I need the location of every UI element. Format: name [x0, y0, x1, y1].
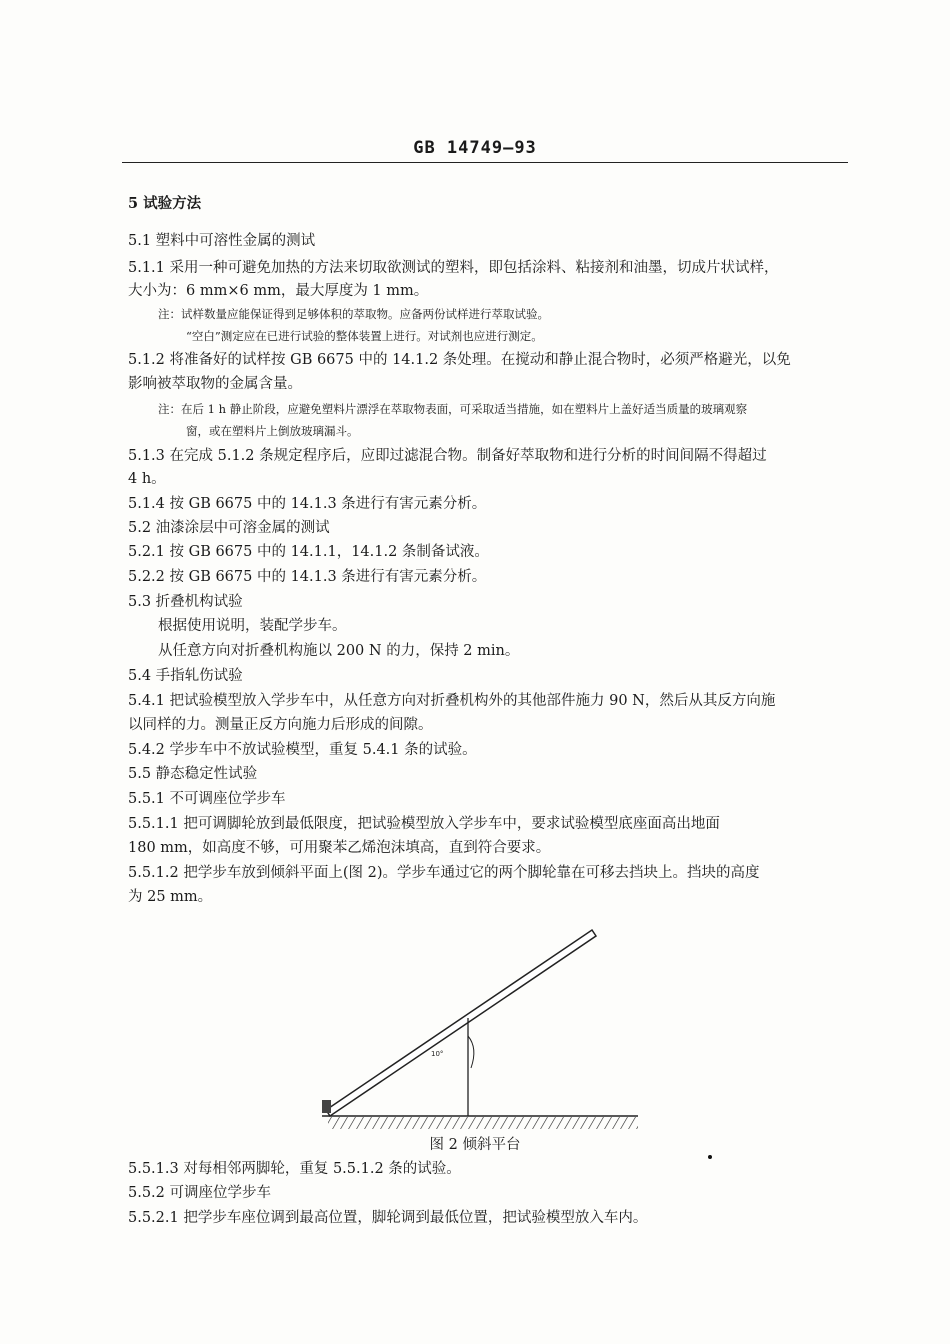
- section-5-5: 5.5 静态稳定性试验: [128, 766, 258, 782]
- section-5-4-1-cont: 以同样的力。测量正反方向施力后形成的间隙。: [128, 717, 433, 733]
- section-5-4-1: 5.4.1 把试验模型放入学步车中，从任意方向对折叠机构外的其他部件施力 90 N，然后从其反方向施: [128, 693, 776, 709]
- section-5-1-2-cont: 影响被萃取物的金属含量。: [128, 376, 302, 392]
- ground-hatching: [328, 1117, 638, 1129]
- section-5-3: 5.3 折叠机构试验: [128, 594, 243, 610]
- speck-mark: [708, 1155, 712, 1159]
- section-5-heading: 5 试验方法: [128, 195, 202, 212]
- standard-header: GB 14749—93: [413, 138, 537, 158]
- angle-label: 10°: [431, 1050, 444, 1058]
- section-5-5-1-1: 5.5.1.1 把可调脚轮放到最低限度，把试验模型放入学步车中，要求试验模型底座面高出地面: [128, 816, 720, 832]
- note-1-cont: “空白”测定应在已进行试验的整体装置上进行。对试剂也应进行测定。: [186, 329, 543, 343]
- section-5-5-1-3: 5.5.1.3 对每相邻两脚轮，重复 5.5.1.2 条的试验。: [128, 1161, 461, 1177]
- section-5-1-1-cont: 大小为：6 mm×6 mm，最大厚度为 1 mm。: [128, 283, 429, 299]
- section-5-1-3-cont: 4 h。: [128, 471, 166, 487]
- section-5-2-1: 5.2.1 按 GB 6675 中的 14.1.1，14.1.2 条制备试液。: [128, 544, 489, 560]
- section-5-5-1-2: 5.5.1.2 把学步车放到倾斜平面上(图 2)。学步车通过它的两个脚轮靠在可移去挡块上。挡块的高度: [128, 865, 760, 881]
- section-5-1-1: 5.1.1 采用一种可避免加热的方法来切取欲测试的塑料，即包括涂料、粘接剂和油墨，切成片状试样，: [128, 260, 779, 276]
- note-2-cont: 窗，或在塑料片上倒放玻璃漏斗。: [186, 424, 359, 438]
- header-rule: [122, 162, 848, 163]
- angle-arc: [468, 1036, 474, 1068]
- figure-2-inclined-platform: [318, 918, 640, 1134]
- stop-block: [322, 1100, 331, 1113]
- section-5-5-2-1: 5.5.2.1 把学步车座位调到最高位置，脚轮调到最低位置，把试验模型放入车内。: [128, 1210, 648, 1226]
- section-5-5-1-1-cont: 180 mm，如高度不够，可用聚苯乙烯泡沫填高，直到符合要求。: [128, 840, 551, 856]
- section-5-1-3: 5.1.3 在完成 5.1.2 条规定程序后，应即过滤混合物。制备好萃取物和进行分析的时间间隔不得超过: [128, 448, 767, 464]
- section-5-5-1-2-cont: 为 25 mm。: [128, 889, 213, 905]
- section-5-4-2: 5.4.2 学步车中不放试验模型，重复 5.4.1 条的试验。: [128, 742, 477, 758]
- section-5-2-2: 5.2.2 按 GB 6675 中的 14.1.3 条进行有害元素分析。: [128, 569, 487, 585]
- section-5-1: 5.1 塑料中可溶性金属的测试: [128, 233, 316, 249]
- section-5-1-4: 5.1.4 按 GB 6675 中的 14.1.3 条进行有害元素分析。: [128, 496, 487, 512]
- section-5-1-2: 5.1.2 将准备好的试样按 GB 6675 中的 14.1.2 条处理。在搅动和静止混合物时，必须严格避光，以免: [128, 352, 791, 368]
- section-5-5-2: 5.5.2 可调座位学步车: [128, 1185, 272, 1201]
- inclined-plane: [326, 930, 596, 1116]
- section-5-4: 5.4 手指轧伤试验: [128, 668, 243, 684]
- note-1: 注：试样数量应能保证得到足够体积的萃取物。应备两份试样进行萃取试验。: [158, 307, 549, 321]
- section-5-3-body-1: 根据使用说明，装配学步车。: [158, 618, 347, 634]
- section-5-2: 5.2 油漆涂层中可溶金属的测试: [128, 520, 330, 536]
- note-2: 注：在后 1 h 静止阶段，应避免塑料片漂浮在萃取物表面，可采取适当措施，如在塑料片上盖好适当质量的玻璃观察: [158, 402, 748, 416]
- figure-2-caption: 图 2 倾斜平台: [429, 1137, 521, 1153]
- section-5-5-1: 5.5.1 不可调座位学步车: [128, 791, 286, 807]
- section-5-3-body-2: 从任意方向对折叠机构施以 200 N 的力，保持 2 min。: [158, 643, 520, 659]
